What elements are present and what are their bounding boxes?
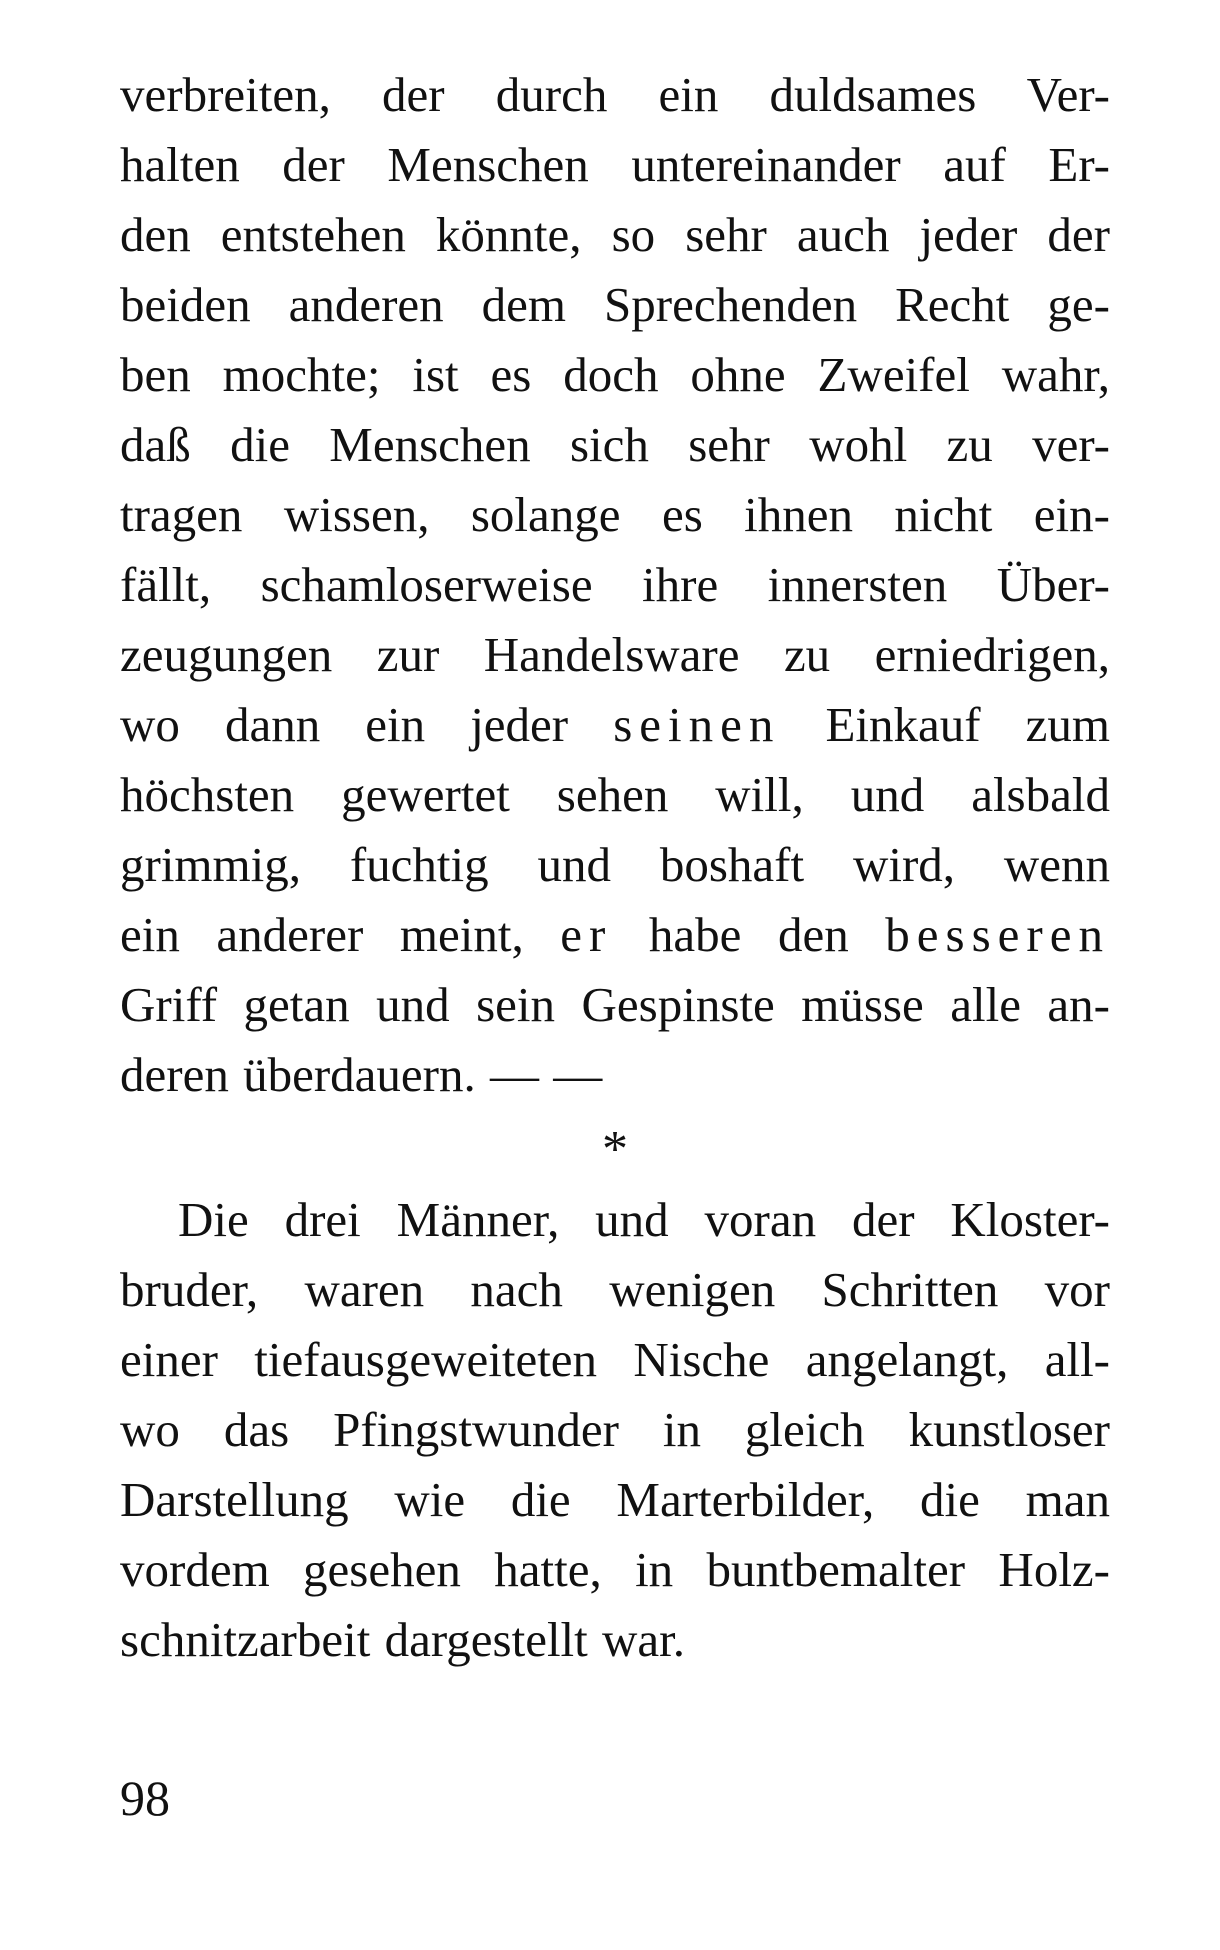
text-line: verbreiten, der durch ein duldsames Ver- [120,67,1110,122]
text-line: tragen wissen, solange es ihnen nicht ein- [120,487,1110,542]
text-line: den entstehen könnte, so sehr auch jeder der [120,207,1110,262]
text-line: schnitzarbeit dargestellt war. [120,1612,686,1667]
emphasized-word: er [560,907,613,962]
text-line: deren überdauern. — — [120,1047,603,1102]
text-line: wo das Pfingstwunder in gleich kunstloser [120,1402,1110,1457]
text-line: vordem gesehen hatte, in buntbemalter Holz- [120,1542,1110,1597]
paragraph-2 [120,1185,1110,1675]
text-line: grimmig, fuchtig und boshaft wird, wenn [120,837,1110,892]
text-line: einer tiefausgeweiteten Nische angelangt, all- [120,1332,1110,1387]
text-run: wo dann ein jeder [120,697,614,752]
text-line: höchsten gewertet sehen will, und alsbald [120,767,1110,822]
text-line: daß die Menschen sich sehr wohl zu ver- [120,417,1110,472]
text-line: ben mochte; ist es doch ohne Zweifel wahr, [120,347,1110,402]
text-run: Einkauf zum [780,697,1110,752]
text-line: beiden anderen dem Sprechenden Recht ge- [120,277,1110,332]
emphasized-word: besseren [885,907,1110,962]
emphasized-word: seinen [613,697,781,752]
paragraph-1 [120,60,1110,1110]
text-line: Die drei Männer, und voran der Kloster- [178,1192,1110,1247]
text-line [120,690,1110,760]
text-line: fällt, schamloserweise ihre innersten Über- [120,557,1110,612]
text-run: habe den [612,907,886,962]
text-run: ein anderer meint, [120,907,561,962]
text-line: zeugungen zur Handelsware zu erniedrigen, [120,627,1110,682]
text-line: bruder, waren nach wenigen Schritten vor [120,1262,1110,1317]
text-line: halten der Menschen untereinander auf Er- [120,137,1110,192]
text-line [120,900,1110,970]
text-line: Griff getan und sein Gespinste müsse alle an- [120,977,1110,1032]
asterisk: * [602,1121,628,1178]
text-line: Darstellung wie die Marterbilder, die man [120,1472,1110,1527]
page-number: 98 [120,1770,170,1826]
section-separator [0,1120,1220,1180]
